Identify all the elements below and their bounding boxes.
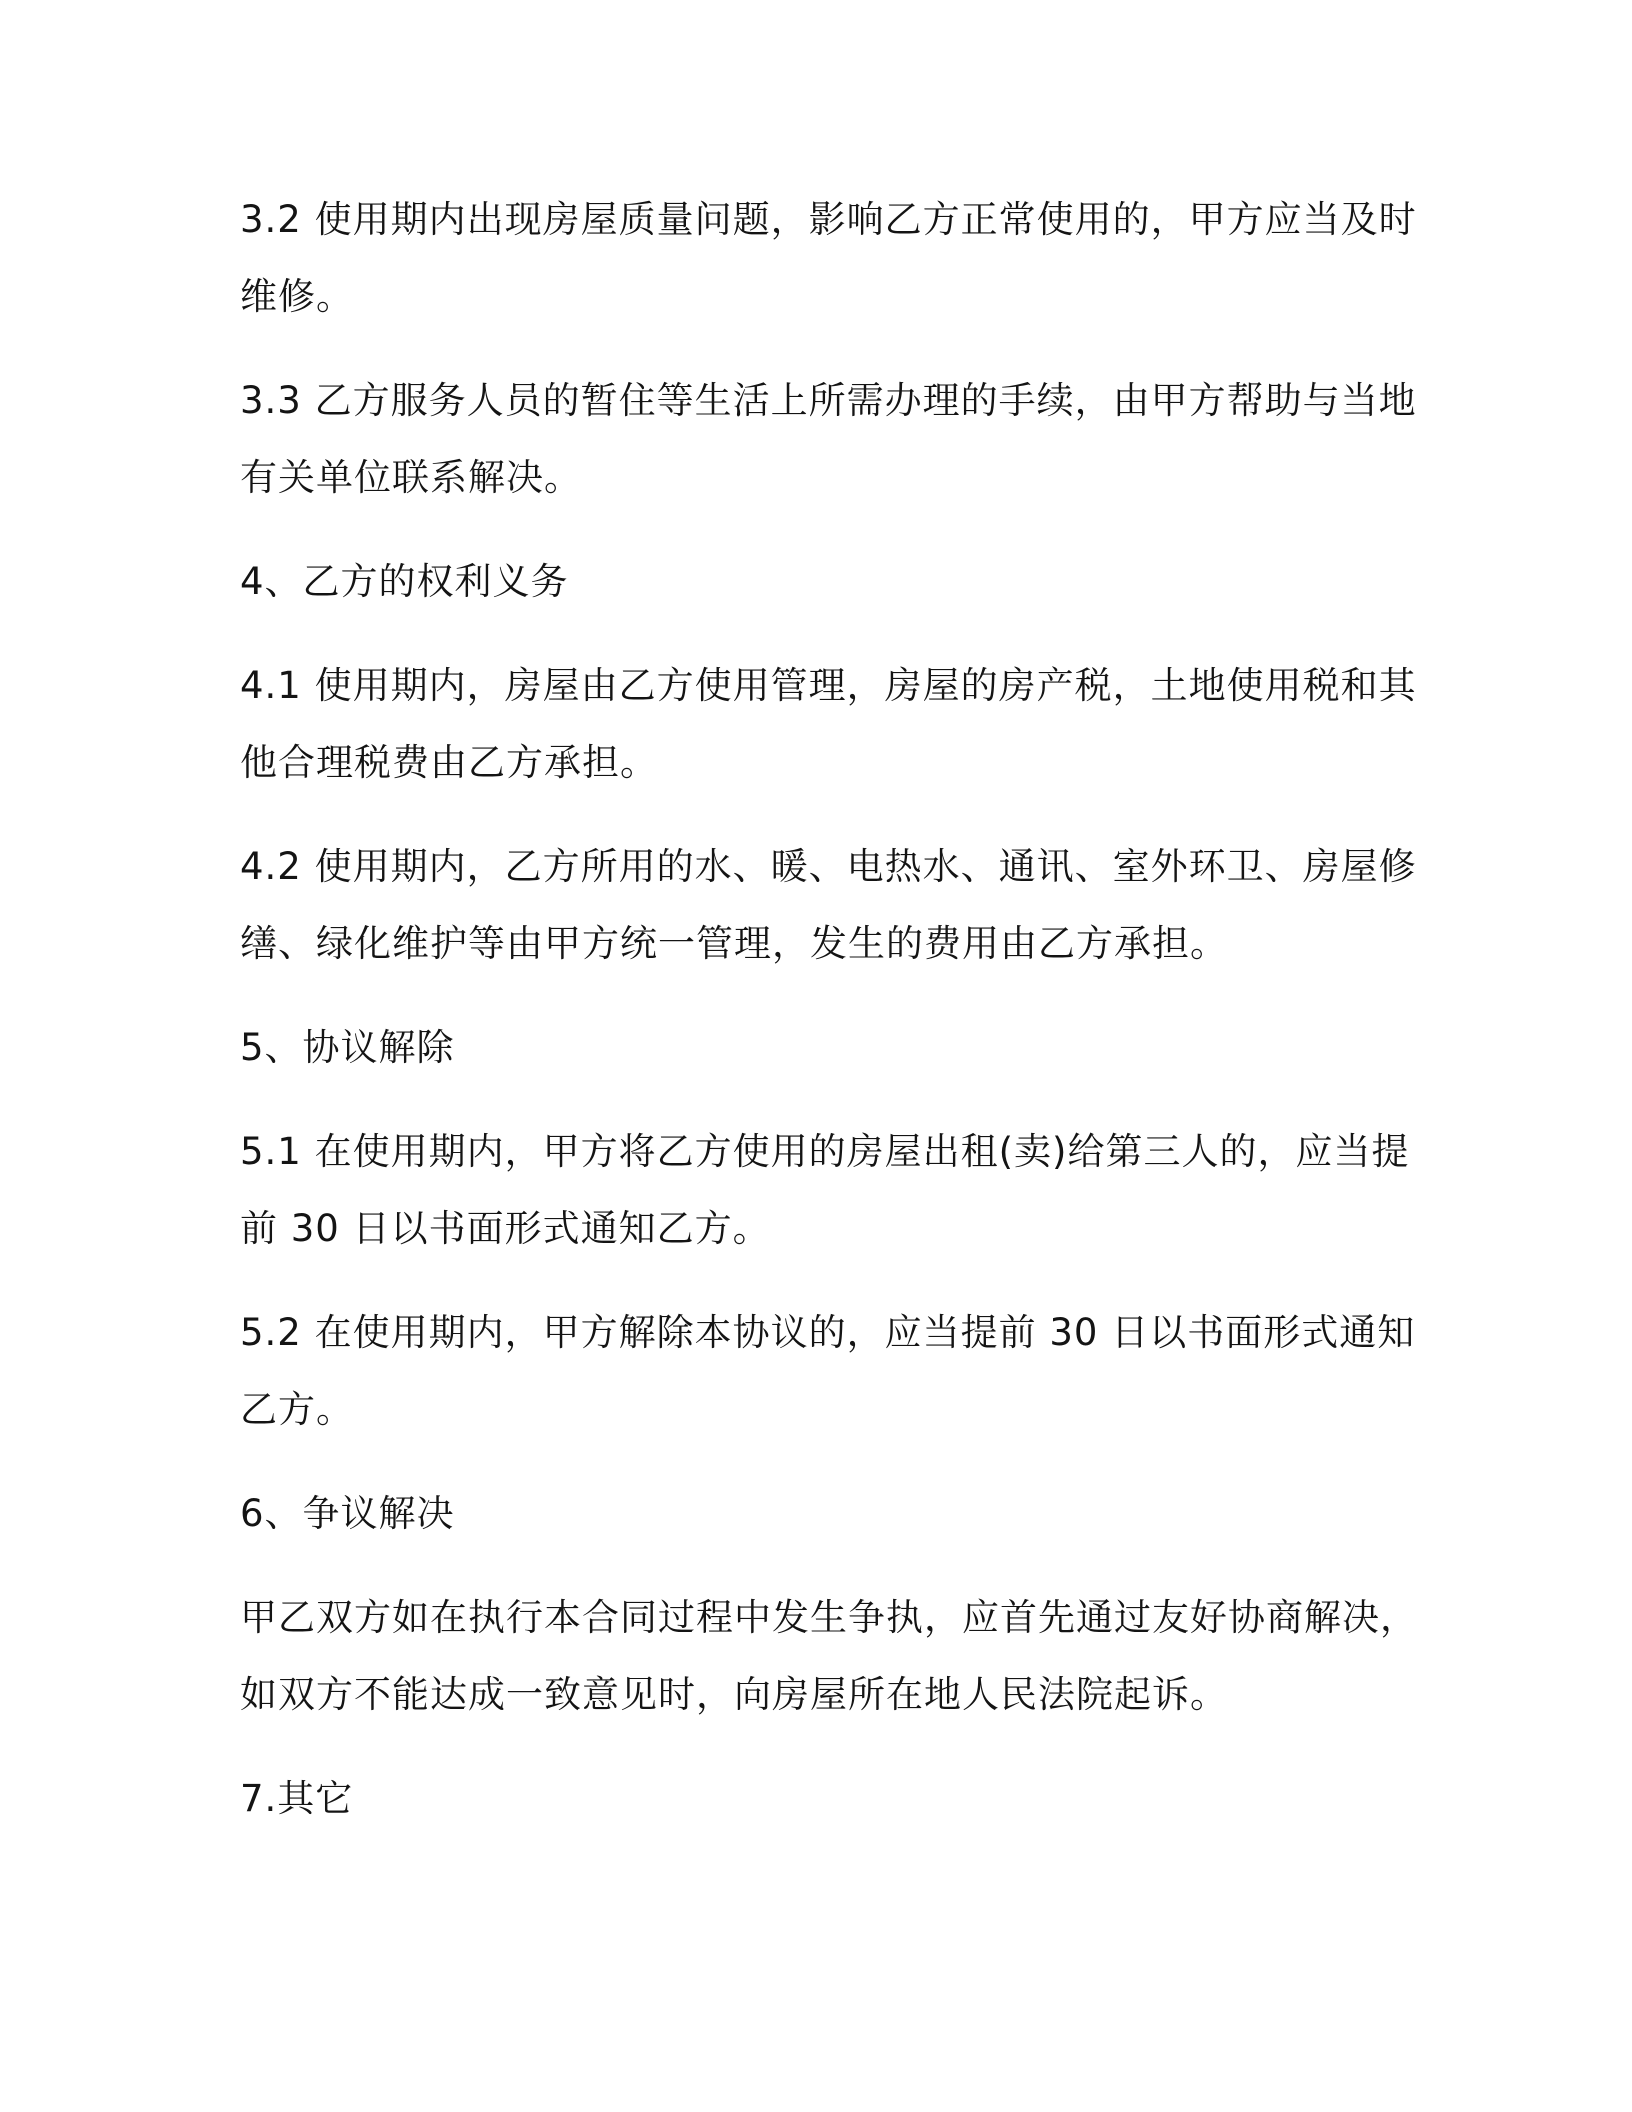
section-7-heading: 7.其它 — [240, 1777, 354, 1820]
section-5-heading: 5、协议解除 — [240, 1026, 455, 1069]
clause-5-1-line-1: 5.1 在使用期内，甲方将乙方使用的房屋出租(卖)给第三人的，应当提 — [240, 1130, 1410, 1173]
clause-4-1-line-2: 他合理税费由乙方承担。 — [240, 741, 658, 784]
clause-3-3-line-1: 3.3 乙方服务人员的暂住等生活上所需办理的手续，由甲方帮助与当地 — [240, 379, 1417, 422]
clause-4-1-line-1: 4.1 使用期内，房屋由乙方使用管理，房屋的房产税，土地使用税和其 — [240, 664, 1417, 707]
clause-5-2-line-1: 5.2 在使用期内，甲方解除本协议的，应当提前 30 日以书面形式通知 — [240, 1311, 1416, 1354]
clause-5-2-line-2: 乙方。 — [240, 1388, 354, 1431]
section-4-heading: 4、乙方的权利义务 — [240, 560, 569, 603]
clause-5-1-line-2: 前 30 日以书面形式通知乙方。 — [240, 1207, 771, 1250]
section-6-text-line-1: 甲乙双方如在执行本合同过程中发生争执，应首先通过友好协商解决， — [240, 1596, 1418, 1639]
section-6-heading: 6、争议解决 — [240, 1492, 455, 1535]
clause-4-2-line-1: 4.2 使用期内，乙方所用的水、暖、电热水、通讯、室外环卫、房屋修 — [240, 845, 1417, 888]
clause-3-2-line-2: 维修。 — [240, 275, 354, 318]
clause-4-2-line-2: 缮、绿化维护等由甲方统一管理，发生的费用由乙方承担。 — [240, 922, 1228, 965]
clause-3-3-line-2: 有关单位联系解决。 — [240, 456, 582, 499]
section-6-text-line-2: 如双方不能达成一致意见时，向房屋所在地人民法院起诉。 — [240, 1673, 1228, 1716]
clause-3-2-line-1: 3.2 使用期内出现房屋质量问题，影响乙方正常使用的，甲方应当及时 — [240, 198, 1417, 241]
